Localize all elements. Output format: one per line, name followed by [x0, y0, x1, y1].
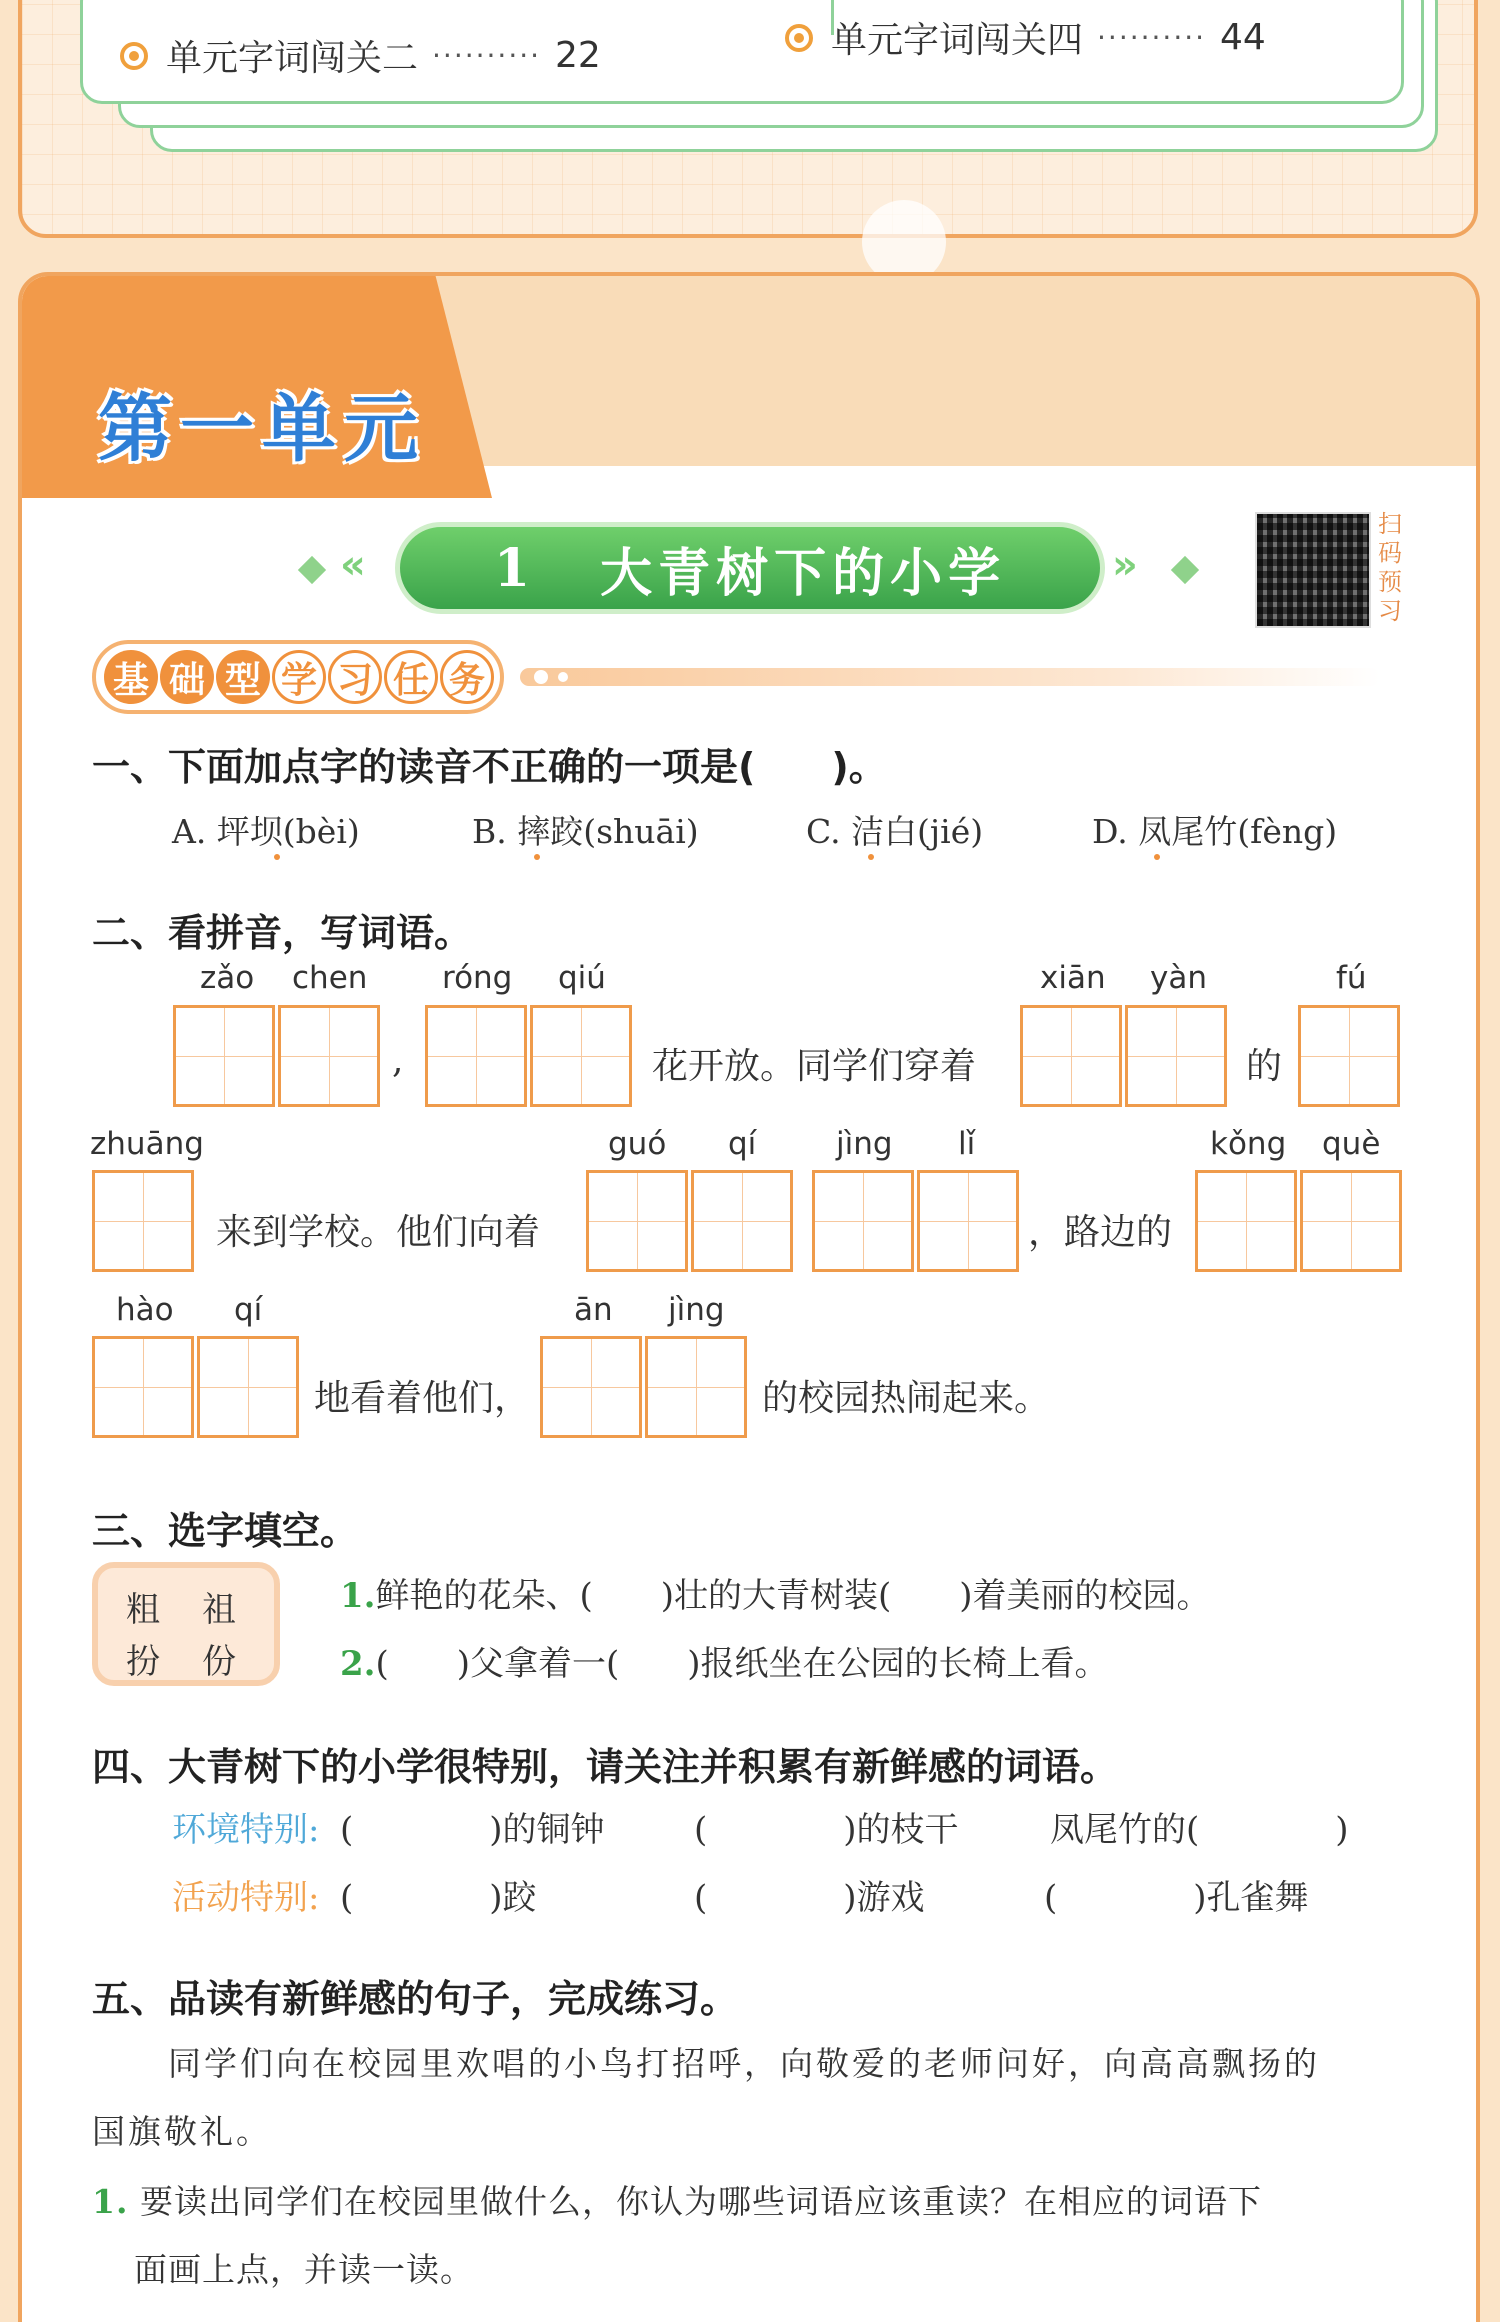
q1-option-b[interactable]: B. 摔跤(shuāi)	[472, 812, 699, 851]
lesson-title-banner	[395, 522, 1105, 614]
toc-item-1[interactable]	[120, 30, 601, 81]
item-number: 1.	[92, 2182, 129, 2221]
pinyin: lǐ	[958, 1126, 976, 1162]
q1-option-a[interactable]: A. 坪坝(bèi)	[172, 812, 360, 851]
q3-title: 三、选字填空。	[92, 1509, 359, 1553]
writing-box[interactable]	[691, 1170, 793, 1272]
writing-box[interactable]	[92, 1170, 194, 1272]
writing-box[interactable]	[645, 1336, 747, 1438]
choice-char: 扮	[126, 1642, 160, 1682]
label-environment: 环境特别:	[172, 1810, 320, 1850]
writing-box[interactable]	[425, 1005, 527, 1107]
q4-act-3: ( )孔雀舞	[1044, 1878, 1309, 1918]
choice-char: 粗	[126, 1590, 160, 1630]
writing-box[interactable]	[173, 1005, 275, 1107]
lesson-title: 大青树下的小学	[600, 542, 1007, 604]
task-header-line	[520, 668, 1380, 686]
q4-title: 四、大青树下的小学很特别，请关注并积累有新鲜感的词语。	[92, 1745, 1119, 1789]
item-number: 1.	[340, 1576, 376, 1616]
task-char: 习	[328, 650, 382, 704]
pinyin: kǒng	[1210, 1126, 1287, 1162]
pinyin: chen	[292, 960, 368, 996]
text: ，路边的	[1028, 1212, 1173, 1253]
text: 来到学校。他们向着	[216, 1212, 541, 1253]
text: 地看着他们，	[314, 1378, 531, 1419]
writing-box[interactable]	[917, 1170, 1019, 1272]
toc-item-2[interactable]	[785, 12, 1266, 63]
writing-box[interactable]	[540, 1336, 642, 1438]
q1-title: 一、下面加点字的读音不正确的一项是( )。	[92, 745, 887, 789]
q3-item-2	[340, 1636, 1109, 1685]
writing-box[interactable]	[1300, 1170, 1402, 1272]
qr-code-icon[interactable]	[1255, 512, 1371, 628]
writing-box[interactable]	[92, 1336, 194, 1438]
text: 的校园热闹起来。	[762, 1378, 1051, 1419]
item-number: 2.	[340, 1644, 376, 1684]
pinyin: xiān	[1040, 960, 1106, 996]
emphasis-dot	[274, 854, 280, 860]
choice-char: 份	[202, 1642, 236, 1682]
toc-leader: ··········	[432, 39, 542, 72]
q4-env-1: ( )的铜钟	[340, 1810, 605, 1850]
pinyin: ān	[574, 1292, 613, 1328]
task-header	[92, 640, 504, 714]
pinyin: guó	[608, 1126, 667, 1162]
q5-question-line1	[92, 2176, 1262, 2223]
item-text: ( )父拿着一( )报纸坐在公园的长椅上看。	[375, 1644, 1109, 1684]
task-char: 务	[440, 650, 494, 704]
q1-option-d[interactable]: D. 凤尾竹(fèng)	[1092, 812, 1338, 851]
bullet-icon	[785, 24, 813, 52]
item-text: 鲜艳的花朵、( )壮的大青树装( )着美丽的校园。	[375, 1576, 1211, 1616]
text: 的	[1246, 1046, 1283, 1087]
pinyin: jìng	[668, 1292, 725, 1328]
unit-title: 第一单元	[98, 386, 426, 472]
writing-box[interactable]	[197, 1336, 299, 1438]
pinyin: yàn	[1150, 960, 1207, 996]
qr-label-char: 习	[1378, 597, 1402, 625]
writing-box[interactable]	[586, 1170, 688, 1272]
q3-item-1	[340, 1568, 1211, 1617]
q5-title: 五、品读有新鲜感的句子，完成练习。	[92, 1977, 739, 2021]
label-activity: 活动特别:	[172, 1878, 320, 1918]
q4-act-2: ( )游戏	[694, 1878, 925, 1918]
q4-env-2: ( )的枝干	[694, 1810, 959, 1850]
text: 花开放。同学们穿着	[652, 1046, 977, 1087]
dot-icon	[558, 672, 568, 682]
writing-box[interactable]	[530, 1005, 632, 1107]
toc-item-label: 单元字词闯关二	[166, 38, 419, 79]
emphasis-dot	[534, 854, 540, 860]
chevron-left-icon: «	[340, 542, 366, 588]
pinyin: róng	[442, 960, 513, 996]
q2-title: 二、看拼音，写词语。	[92, 911, 473, 955]
task-char: 基	[104, 650, 158, 704]
pinyin: què	[1322, 1126, 1381, 1162]
pinyin: qí	[728, 1126, 757, 1162]
lesson-number: 1	[493, 537, 537, 599]
task-char: 础	[160, 650, 214, 704]
qr-label-char: 码	[1378, 539, 1402, 567]
q5-passage-line2: 国旗敬礼。	[92, 2112, 272, 2151]
emphasis-dot	[868, 854, 874, 860]
pinyin: qiú	[558, 960, 606, 996]
q5-passage-line1: 同学们向在校园里欢唱的小鸟打招呼，向敬爱的老师问好，向高高飘扬的	[168, 2044, 1320, 2083]
writing-box[interactable]	[1195, 1170, 1297, 1272]
q4-env-3: 凤尾竹的( )	[1050, 1810, 1349, 1850]
item-text: 要读出同学们在校园里做什么，你认为哪些词语应该重读？在相应的词语下	[139, 2182, 1262, 2221]
writing-box[interactable]	[278, 1005, 380, 1107]
writing-box[interactable]	[1020, 1005, 1122, 1107]
task-char: 学	[272, 650, 326, 704]
pinyin: zhuāng	[90, 1126, 204, 1162]
emphasis-dot	[1154, 854, 1160, 860]
chevron-right-icon: »	[1112, 542, 1138, 588]
pinyin: qí	[234, 1292, 263, 1328]
qr-label	[1378, 510, 1406, 626]
bullet-icon	[120, 42, 148, 70]
pinyin: hào	[116, 1292, 174, 1328]
qr-label-char: 扫	[1378, 510, 1402, 538]
qr-label-char: 预	[1378, 568, 1402, 596]
word-choice-box	[92, 1562, 280, 1686]
q5-question-line2: 面画上点，并读一读。	[134, 2250, 474, 2289]
pinyin: jìng	[836, 1126, 893, 1162]
toc-item-page: 22	[555, 35, 601, 76]
q1-option-c[interactable]: C. 洁白(jié)	[806, 812, 984, 851]
toc-item-page: 44	[1220, 17, 1266, 58]
writing-box[interactable]	[812, 1170, 914, 1272]
q4-act-1: ( )跤	[340, 1878, 537, 1918]
pinyin: fú	[1336, 960, 1367, 996]
task-char: 任	[384, 650, 438, 704]
writing-box[interactable]	[1125, 1005, 1227, 1107]
task-char: 型	[216, 650, 270, 704]
text: ,	[392, 1040, 404, 1081]
pinyin: zǎo	[200, 960, 255, 996]
choice-char: 祖	[202, 1590, 236, 1630]
writing-box[interactable]	[1298, 1005, 1400, 1107]
dot-icon	[534, 670, 548, 684]
toc-leader: ··········	[1097, 21, 1207, 54]
toc-item-label: 单元字词闯关四	[831, 20, 1084, 61]
